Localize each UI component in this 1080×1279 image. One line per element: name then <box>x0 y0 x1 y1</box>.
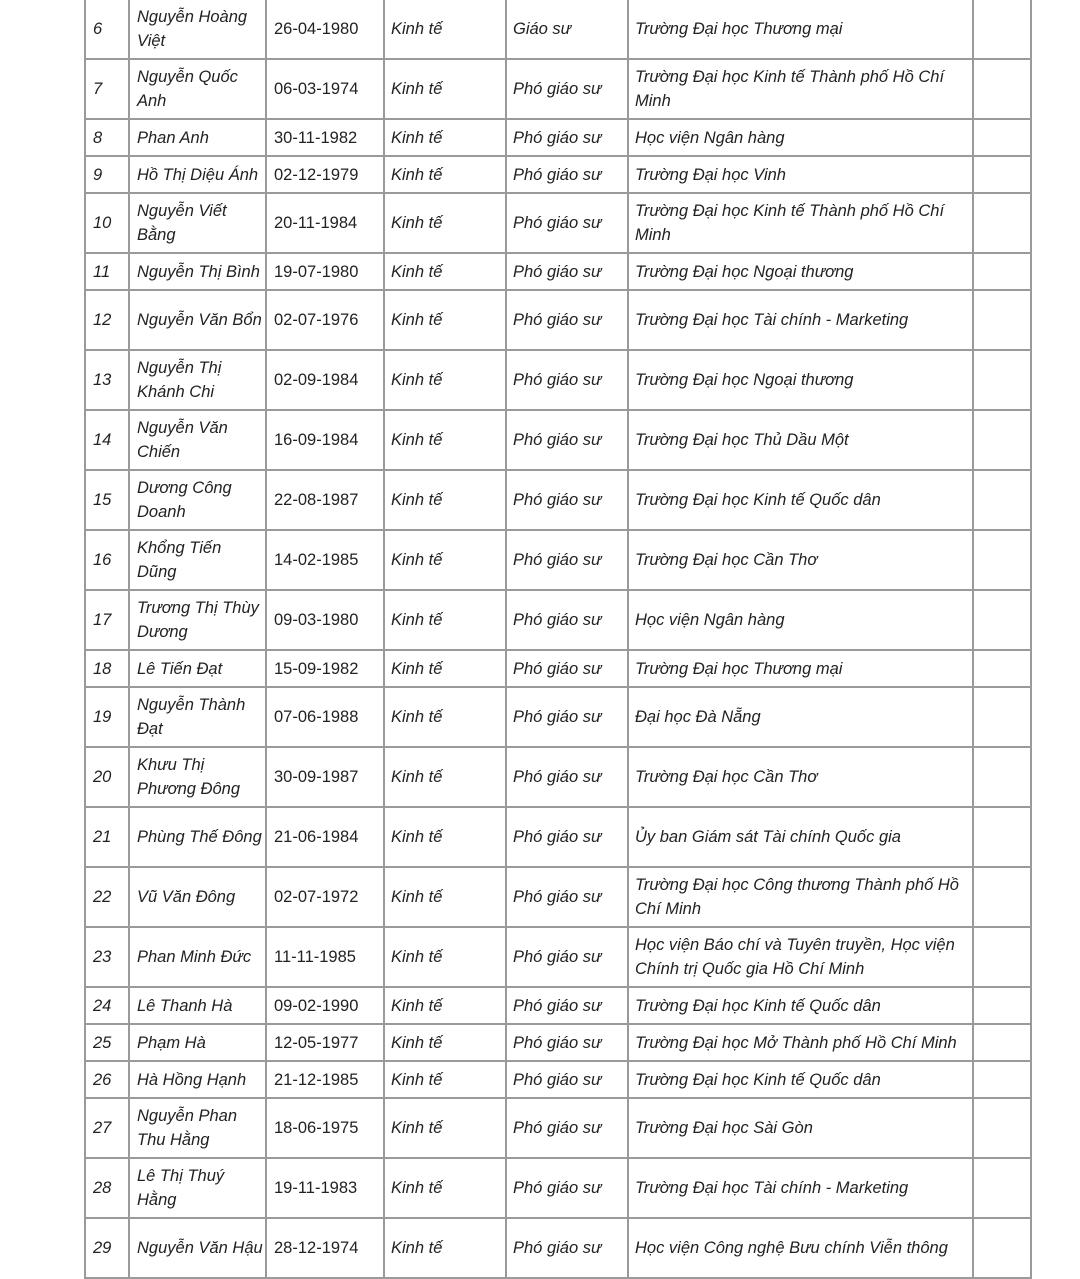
table-row <box>85 1218 1031 1278</box>
academic-title: Phó giáo sư <box>506 350 628 410</box>
candidate-name: Dương Công Doanh <box>129 470 266 530</box>
academic-title: Phó giáo sư <box>506 1098 628 1158</box>
table-row <box>85 867 1031 927</box>
workplace-unit: Trường Đại học Công thương Thành phố Hồ Chí Minh <box>628 867 973 927</box>
row-number: 23 <box>85 927 129 987</box>
academic-title: Phó giáo sư <box>506 119 628 156</box>
academic-title: Phó giáo sư <box>506 410 628 470</box>
field-name: Kinh tế <box>384 1061 506 1098</box>
candidate-name: Nguyễn Văn Bổn <box>129 290 266 350</box>
workplace-unit: Trường Đại học Thủ Dầu Một <box>628 410 973 470</box>
field-name: Kinh tế <box>384 687 506 747</box>
birth-date: 19-11-1983 <box>266 1158 384 1218</box>
row-number: 11 <box>85 253 129 290</box>
candidate-name: Khưu Thị Phương Đông <box>129 747 266 807</box>
row-number: 28 <box>85 1158 129 1218</box>
field-name: Kinh tế <box>384 0 506 59</box>
field-name: Kinh tế <box>384 987 506 1024</box>
field-name: Kinh tế <box>384 1098 506 1158</box>
note-cell <box>973 807 1031 867</box>
table-row <box>85 927 1031 987</box>
workplace-unit: Trường Đại học Kinh tế Quốc dân <box>628 470 973 530</box>
table-row <box>85 687 1031 747</box>
table-row <box>85 350 1031 410</box>
academic-title: Phó giáo sư <box>506 1061 628 1098</box>
academic-title: Phó giáo sư <box>506 867 628 927</box>
note-cell <box>973 867 1031 927</box>
academic-title: Phó giáo sư <box>506 987 628 1024</box>
academic-title: Giáo sư <box>506 0 628 59</box>
note-cell <box>973 156 1031 193</box>
row-number: 21 <box>85 807 129 867</box>
academic-title: Phó giáo sư <box>506 1218 628 1278</box>
academic-title: Phó giáo sư <box>506 470 628 530</box>
birth-date: 07-06-1988 <box>266 687 384 747</box>
candidate-name: Nguyễn Thị Bình <box>129 253 266 290</box>
row-number: 19 <box>85 687 129 747</box>
academic-title: Phó giáo sư <box>506 156 628 193</box>
workplace-unit: Trường Đại học Kinh tế Quốc dân <box>628 987 973 1024</box>
birth-date: 11-11-1985 <box>266 927 384 987</box>
birth-date: 16-09-1984 <box>266 410 384 470</box>
table-body <box>85 0 1031 1278</box>
table-row <box>85 1024 1031 1061</box>
academic-title: Phó giáo sư <box>506 927 628 987</box>
table-row <box>85 253 1031 290</box>
workplace-unit: Ủy ban Giám sát Tài chính Quốc gia <box>628 807 973 867</box>
field-name: Kinh tế <box>384 867 506 927</box>
academic-title: Phó giáo sư <box>506 807 628 867</box>
workplace-unit: Trường Đại học Cần Thơ <box>628 530 973 590</box>
row-number: 22 <box>85 867 129 927</box>
candidate-name: Nguyễn Phan Thu Hằng <box>129 1098 266 1158</box>
academic-title: Phó giáo sư <box>506 530 628 590</box>
workplace-unit: Học viện Ngân hàng <box>628 590 973 650</box>
note-cell <box>973 530 1031 590</box>
birth-date: 30-11-1982 <box>266 119 384 156</box>
workplace-unit: Trường Đại học Vinh <box>628 156 973 193</box>
candidate-name: Nguyễn Thành Đạt <box>129 687 266 747</box>
birth-date: 19-07-1980 <box>266 253 384 290</box>
note-cell <box>973 350 1031 410</box>
workplace-unit: Trường Đại học Kinh tế Quốc dân <box>628 1061 973 1098</box>
birth-date: 18-06-1975 <box>266 1098 384 1158</box>
note-cell <box>973 927 1031 987</box>
candidate-name: Lê Thanh Hà <box>129 987 266 1024</box>
table-row <box>85 1061 1031 1098</box>
field-name: Kinh tế <box>384 119 506 156</box>
candidate-name: Phan Anh <box>129 119 266 156</box>
candidate-name: Phùng Thế Đông <box>129 807 266 867</box>
academic-title: Phó giáo sư <box>506 1158 628 1218</box>
birth-date: 28-12-1974 <box>266 1218 384 1278</box>
field-name: Kinh tế <box>384 530 506 590</box>
candidate-name: Phan Minh Đức <box>129 927 266 987</box>
table-row <box>85 59 1031 119</box>
note-cell <box>973 0 1031 59</box>
note-cell <box>973 1024 1031 1061</box>
field-name: Kinh tế <box>384 59 506 119</box>
candidate-name: Nguyễn Văn Hậu <box>129 1218 266 1278</box>
table-row <box>85 410 1031 470</box>
note-cell <box>973 590 1031 650</box>
note-cell <box>973 410 1031 470</box>
table-row <box>85 193 1031 253</box>
note-cell <box>973 650 1031 687</box>
workplace-unit: Học viện Báo chí và Tuyên truyền, Học viện Chính trị Quốc gia Hồ Chí Minh <box>628 927 973 987</box>
row-number: 24 <box>85 987 129 1024</box>
note-cell <box>973 987 1031 1024</box>
academic-title: Phó giáo sư <box>506 290 628 350</box>
birth-date: 20-11-1984 <box>266 193 384 253</box>
birth-date: 21-06-1984 <box>266 807 384 867</box>
field-name: Kinh tế <box>384 927 506 987</box>
birth-date: 06-03-1974 <box>266 59 384 119</box>
row-number: 27 <box>85 1098 129 1158</box>
field-name: Kinh tế <box>384 807 506 867</box>
candidate-name: Nguyễn Thị Khánh Chi <box>129 350 266 410</box>
candidate-name: Lê Thị Thuý Hằng <box>129 1158 266 1218</box>
academic-title: Phó giáo sư <box>506 687 628 747</box>
note-cell <box>973 59 1031 119</box>
candidate-name: Lê Tiến Đạt <box>129 650 266 687</box>
birth-date: 02-07-1976 <box>266 290 384 350</box>
candidate-name: Hồ Thị Diệu Ánh <box>129 156 266 193</box>
note-cell <box>973 193 1031 253</box>
row-number: 17 <box>85 590 129 650</box>
birth-date: 09-03-1980 <box>266 590 384 650</box>
field-name: Kinh tế <box>384 193 506 253</box>
workplace-unit: Trường Đại học Thương mại <box>628 650 973 687</box>
table-row <box>85 747 1031 807</box>
field-name: Kinh tế <box>384 350 506 410</box>
note-cell <box>973 1098 1031 1158</box>
field-name: Kinh tế <box>384 290 506 350</box>
birth-date: 21-12-1985 <box>266 1061 384 1098</box>
workplace-unit: Trường Đại học Kinh tế Thành phố Hồ Chí Minh <box>628 193 973 253</box>
table-row <box>85 0 1031 59</box>
birth-date: 02-09-1984 <box>266 350 384 410</box>
birth-date: 12-05-1977 <box>266 1024 384 1061</box>
birth-date: 26-04-1980 <box>266 0 384 59</box>
candidate-name: Nguyễn Viết Bằng <box>129 193 266 253</box>
workplace-unit: Trường Đại học Ngoại thương <box>628 350 973 410</box>
row-number: 9 <box>85 156 129 193</box>
table-row <box>85 1098 1031 1158</box>
note-cell <box>973 290 1031 350</box>
candidate-table-wrapper <box>84 0 1030 1279</box>
field-name: Kinh tế <box>384 253 506 290</box>
row-number: 18 <box>85 650 129 687</box>
candidate-name: Nguyễn Quốc Anh <box>129 59 266 119</box>
candidate-name: Trương Thị Thùy Dương <box>129 590 266 650</box>
workplace-unit: Trường Đại học Thương mại <box>628 0 973 59</box>
workplace-unit: Học viện Ngân hàng <box>628 119 973 156</box>
note-cell <box>973 1158 1031 1218</box>
row-number: 16 <box>85 530 129 590</box>
candidate-name: Nguyễn Văn Chiến <box>129 410 266 470</box>
note-cell <box>973 470 1031 530</box>
academic-title: Phó giáo sư <box>506 1024 628 1061</box>
note-cell <box>973 253 1031 290</box>
row-number: 26 <box>85 1061 129 1098</box>
workplace-unit: Học viện Công nghệ Bưu chính Viễn thông <box>628 1218 973 1278</box>
table-row <box>85 470 1031 530</box>
birth-date: 02-07-1972 <box>266 867 384 927</box>
academic-title: Phó giáo sư <box>506 590 628 650</box>
birth-date: 30-09-1987 <box>266 747 384 807</box>
field-name: Kinh tế <box>384 590 506 650</box>
table-row <box>85 156 1031 193</box>
table-row <box>85 650 1031 687</box>
birth-date: 09-02-1990 <box>266 987 384 1024</box>
academic-title: Phó giáo sư <box>506 253 628 290</box>
workplace-unit: Đại học Đà Nẵng <box>628 687 973 747</box>
row-number: 25 <box>85 1024 129 1061</box>
candidate-name: Hà Hồng Hạnh <box>129 1061 266 1098</box>
note-cell <box>973 1218 1031 1278</box>
table-row <box>85 807 1031 867</box>
row-number: 13 <box>85 350 129 410</box>
birth-date: 22-08-1987 <box>266 470 384 530</box>
table-row <box>85 530 1031 590</box>
candidate-name: Khổng Tiến Dũng <box>129 530 266 590</box>
field-name: Kinh tế <box>384 156 506 193</box>
note-cell <box>973 1061 1031 1098</box>
workplace-unit: Trường Đại học Mở Thành phố Hồ Chí Minh <box>628 1024 973 1061</box>
row-number: 20 <box>85 747 129 807</box>
table-row <box>85 590 1031 650</box>
field-name: Kinh tế <box>384 1158 506 1218</box>
birth-date: 02-12-1979 <box>266 156 384 193</box>
row-number: 7 <box>85 59 129 119</box>
workplace-unit: Trường Đại học Tài chính - Marketing <box>628 1158 973 1218</box>
note-cell <box>973 119 1031 156</box>
field-name: Kinh tế <box>384 650 506 687</box>
row-number: 14 <box>85 410 129 470</box>
note-cell <box>973 747 1031 807</box>
candidate-name: Nguyễn Hoàng Việt <box>129 0 266 59</box>
row-number: 6 <box>85 0 129 59</box>
row-number: 29 <box>85 1218 129 1278</box>
table-row <box>85 290 1031 350</box>
workplace-unit: Trường Đại học Kinh tế Thành phố Hồ Chí Minh <box>628 59 973 119</box>
field-name: Kinh tế <box>384 410 506 470</box>
row-number: 12 <box>85 290 129 350</box>
academic-title: Phó giáo sư <box>506 193 628 253</box>
workplace-unit: Trường Đại học Tài chính - Marketing <box>628 290 973 350</box>
candidate-name: Vũ Văn Đông <box>129 867 266 927</box>
row-number: 10 <box>85 193 129 253</box>
academic-title: Phó giáo sư <box>506 650 628 687</box>
candidate-table <box>84 0 1032 1279</box>
table-row <box>85 1158 1031 1218</box>
row-number: 15 <box>85 470 129 530</box>
note-cell <box>973 687 1031 747</box>
birth-date: 14-02-1985 <box>266 530 384 590</box>
workplace-unit: Trường Đại học Cần Thơ <box>628 747 973 807</box>
workplace-unit: Trường Đại học Ngoại thương <box>628 253 973 290</box>
field-name: Kinh tế <box>384 1218 506 1278</box>
row-number: 8 <box>85 119 129 156</box>
field-name: Kinh tế <box>384 747 506 807</box>
candidate-name: Phạm Hà <box>129 1024 266 1061</box>
table-row <box>85 119 1031 156</box>
field-name: Kinh tế <box>384 470 506 530</box>
field-name: Kinh tế <box>384 1024 506 1061</box>
birth-date: 15-09-1982 <box>266 650 384 687</box>
workplace-unit: Trường Đại học Sài Gòn <box>628 1098 973 1158</box>
table-row <box>85 987 1031 1024</box>
academic-title: Phó giáo sư <box>506 747 628 807</box>
academic-title: Phó giáo sư <box>506 59 628 119</box>
